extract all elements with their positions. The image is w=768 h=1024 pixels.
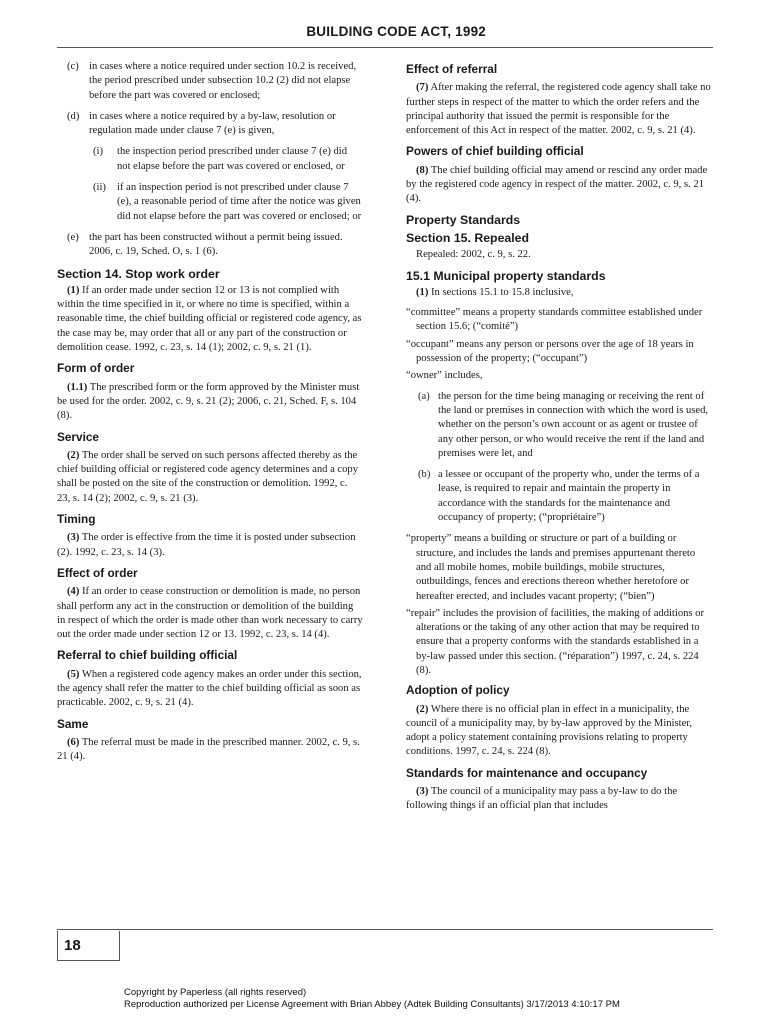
clause-c <box>57 60 363 103</box>
footer-divider <box>57 929 713 930</box>
reproduction-line: Reproduction authorized per License Agreement with Brian Abbey (Adtek Building Consultants) 3/17/2013 4:10:17 PM <box>124 999 620 1010</box>
paragraph-number: (1) <box>416 286 429 298</box>
copyright-line: Copyright by Paperless (all rights reserved) <box>124 987 307 998</box>
form-of-order-paragraph <box>57 381 363 424</box>
paragraph-text: The order is effective from the time it is posted under subsection (2). 1992, c. 23, s. 14 (3). <box>57 532 356 558</box>
subclause-label: (ii) <box>93 182 106 194</box>
owner-clause-b <box>406 468 712 525</box>
paragraph-text: After making the referral, the registered code agency shall take no further steps in respect of the matter to which the order refers and the principal authority that issued the permit is responsible for the enforcement of this Act in respect of the matter. 2002, c. 9, s. 21 (4). <box>406 82 711 137</box>
service-paragraph <box>57 449 363 506</box>
form-of-order-heading: Form of order <box>57 361 135 376</box>
clause-label: (a) <box>418 390 430 402</box>
powers-heading: Powers of chief building official <box>406 144 584 159</box>
paragraph-number: (2) <box>416 703 429 715</box>
copyright-notice <box>124 987 620 1011</box>
paragraph-text: In sections 15.1 to 15.8 inclusive, <box>431 286 574 298</box>
paragraph-number: (5) <box>67 668 80 680</box>
paragraph-number: (3) <box>416 786 429 798</box>
effect-of-order-heading: Effect of order <box>57 565 138 580</box>
adoption-paragraph <box>406 703 712 760</box>
paragraph-text: The referral must be made in the prescribed manner. 2002, c. 9, s. 21 (4). <box>57 736 360 763</box>
paragraph-text: If an order to cease construction or demolition is made, no person shall perform any act in the construction or demolition of the building in respect of which the order is made other than work necessary to carry out the order made under section 12 or 13. 1992, c. 23, s. 14 (4). <box>57 586 363 641</box>
clause-label: (b) <box>418 469 431 481</box>
paragraph-text: When a registered code agency makes an order under this section, the agency shall refer the matter to the chief building official as soon as practicable. 2002, c. 9, s. 21 (4). <box>57 668 362 709</box>
paragraph-number: (4) <box>67 586 80 598</box>
section-14-paragraph <box>57 284 363 355</box>
definition-owner: “owner” includes, <box>406 370 483 382</box>
section-14-heading: Section 14. Stop work order <box>57 266 220 281</box>
same-paragraph <box>57 736 363 765</box>
subclause-text: if an inspection period is not prescribed under clause 7 (e), a reasonable period of time after the notice was given did not elapse before the part was covered or enclosed; or <box>117 182 362 222</box>
standards-paragraph <box>406 785 712 814</box>
paragraph-number: (3) <box>67 532 80 544</box>
paragraph-number: (7) <box>416 82 429 94</box>
effect-of-referral-paragraph <box>406 81 712 138</box>
definition-property: “property” means a building or structure or part of a building or structure, and includes the lands and premises appurtenant thereto and all mobile homes, mobile buildings, mobile structures, outbuildings, fences and erections thereon whether heretofore or hereafter erected, and includes vacant property; (“bien”) <box>406 533 696 602</box>
service-heading: Service <box>57 429 99 444</box>
effect-of-referral-heading: Effect of referral <box>406 62 498 76</box>
section-15-text: Repealed: 2002, c. 9, s. 22. <box>416 249 531 261</box>
clause-text: the part has been constructed without a permit being issued. 2006, c. 19, Sched. O, s. 1 (6). <box>89 231 343 258</box>
subclause-text: the inspection period prescribed under clause 7 (e) did not elapse before the part was covered or enclosed, or <box>117 146 348 172</box>
clause-label: (d) <box>67 110 80 122</box>
section-15-1-paragraph <box>406 286 712 300</box>
section-15-heading: Section 15. Repealed <box>406 230 530 245</box>
referral-paragraph <box>57 668 363 711</box>
definition-committee: “committee” means a property standards committee established under section 15.6; (“comité”) <box>406 307 703 333</box>
same-heading: Same <box>57 716 89 731</box>
subclause-label: (i) <box>93 146 103 158</box>
adoption-heading: Adoption of policy <box>406 683 510 698</box>
timing-paragraph <box>57 531 363 560</box>
page-header-title: BUILDING CODE ACT, 1992 <box>306 24 486 39</box>
paragraph-number: (2) <box>67 449 80 461</box>
paragraph-number: (6) <box>67 736 80 748</box>
paragraph-number: (1) <box>67 284 80 296</box>
owner-clause-a <box>406 390 712 461</box>
paragraph-number: (1.1) <box>67 381 88 393</box>
paragraph-text: The prescribed form or the form approved by the Minister must be used for the order. 2002, c. 9, s. 21 (2); 2006, c. 21, Sched. F, s. 104 (8). <box>57 381 360 422</box>
paragraph-number: (8) <box>416 164 429 176</box>
paragraph-text: If an order made under section 12 or 13 is not complied with within the time specified in it, or where no time is specified, within a reasonable time, the chief building official or registered code agency, as the case may be, may order that all or any part of the construction or demolition cease. 1992, c. 23, s. 14 (1); 2002, c. 9, s. 21 (1). <box>57 284 362 354</box>
header-divider <box>57 47 713 48</box>
paragraph-text: The order shall be served on such persons affected thereby as the chief building official or registered code agency determines and a copy shall be posted on the site of the construction or demolition. 1992, c. 23, s. 14 (2); 2002, c. 9, s. 21 (3). <box>57 449 359 504</box>
page-number: 18 <box>64 937 81 954</box>
definition-repair: “repair” includes the provision of facilities, the making of additions or alterations or the taking of any other action that may be required to ensure that a property conforms with the standards established in a by-law passed under this section. (“réparation”) 1997, c. 24, s. 224 (8). <box>406 607 705 676</box>
clause-text: in cases where a notice required by a by-law, resolution or regulation made under clause 7 (e) is given, <box>89 110 336 137</box>
section-15-1-heading: 15.1 Municipal property standards <box>406 268 606 283</box>
paragraph-text: Where there is no official plan in effect in a municipality, the council of a municipality may, by by-law approved by the Minister, adopt a policy statement containing provisions relating to property conditions. 1997, c. 24, s. 224 (8). <box>406 703 693 758</box>
subclause-d-ii <box>57 181 363 224</box>
clause-e <box>57 231 363 260</box>
timing-heading: Timing <box>57 512 96 527</box>
property-standards-heading: Property Standards <box>406 212 521 227</box>
definition-occupant: “occupant” means any person or persons over the age of 18 years in possession of the property; (“occupant”) <box>406 338 694 365</box>
right-column <box>406 60 712 820</box>
subclause-d-i <box>57 145 363 174</box>
clause-text: in cases where a notice required under section 10.2 is received, the period prescribed under subsection 10.2 (2) did not elapse before the part was covered or enclosed; <box>89 61 357 101</box>
clause-text: the person for the time being managing or receiving the rent of the land or premises in connection with which the word is used, whether on the person’s own account or as agent or trustee of any other person, or who would receive the rent if the land and premises were let, and <box>438 390 709 459</box>
clause-label: (e) <box>67 231 79 243</box>
powers-paragraph <box>406 164 712 207</box>
left-column <box>57 60 363 770</box>
referral-heading: Referral to chief building official <box>57 648 238 663</box>
paragraph-text: The council of a municipality may pass a by-law to do the following things if an official plan that includes <box>406 786 678 812</box>
clause-text: a lessee or occupant of the property who, under the terms of a lease, is required to repair and maintain the property in accordance with the standards for the maintenance and occupancy of property; (“propriétaire”) <box>438 469 700 524</box>
effect-of-order-paragraph <box>57 585 363 642</box>
standards-heading: Standards for maintenance and occupancy <box>406 765 648 780</box>
clause-label: (c) <box>67 61 79 72</box>
clause-d <box>57 110 363 139</box>
paragraph-text: The chief building official may amend or rescind any order made by the registered code agency in respect of the matter. 2002, c. 9, s. 21 (4). <box>406 164 708 205</box>
